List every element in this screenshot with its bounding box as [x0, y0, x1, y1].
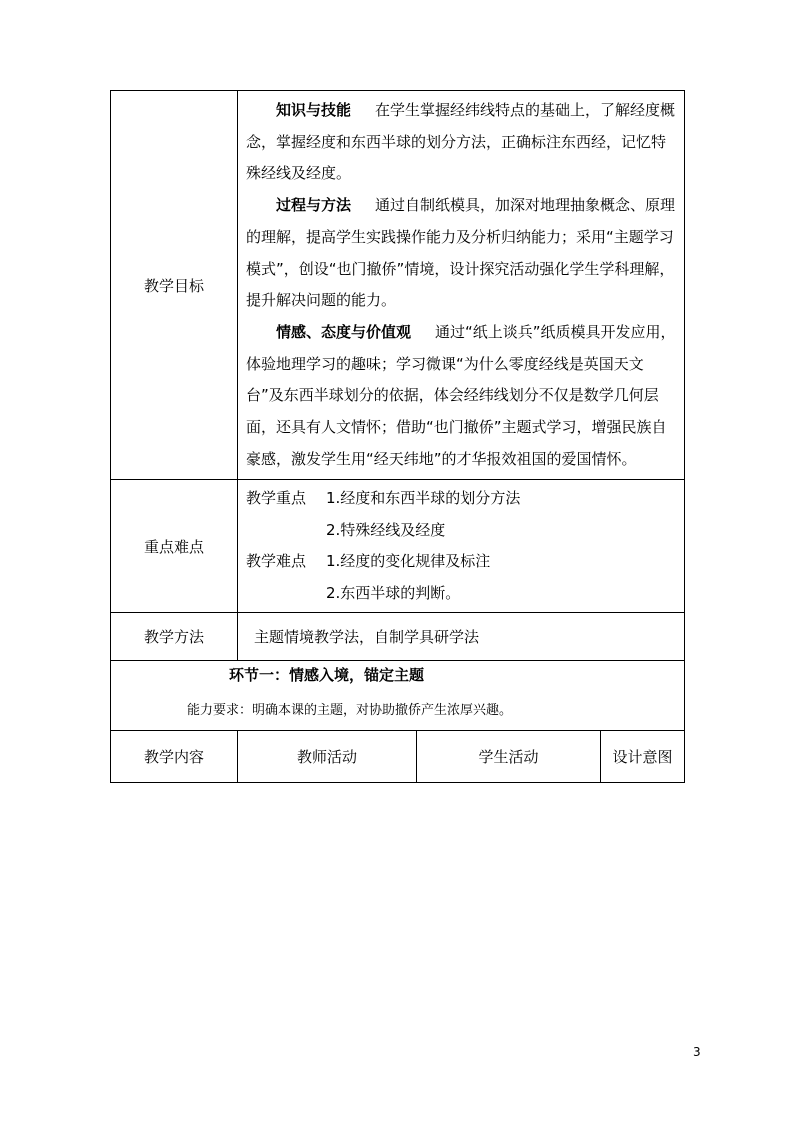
stage-requirement: 能力要求：明确本课的主题，对协助撤侨产生浓厚兴趣。: [187, 703, 513, 719]
goal-knowledge-title: 知识与技能: [276, 101, 352, 119]
method-label: 教学方法: [111, 613, 238, 661]
focus-item-2: 2.特殊经线及经度: [326, 520, 446, 539]
goal-knowledge-text: 在学生掌握经纬线特点的基础上，了解经度概念，掌握经度和东西半球的划分方法，正确标注东西经，记忆特殊经线及经度。: [246, 101, 676, 183]
goal-emotion-text: 通过“纸上谈兵”纸质模具开发应用，体验地理学习的趣味；学习微课“为什么零度经线是英国天文台”及东西半球划分的依据，体会经纬线划分不仅是数学几何层面，还具有人文情怀；借助“也门撤侨”主题式学习，增强民族自豪感，激发学生用“经天纬地”的才华报效祖国的爱国情怀。: [246, 322, 676, 468]
goals-label: 教学目标: [111, 91, 238, 480]
column-header-intent: 设计意图: [601, 731, 685, 783]
focus-item-1: 1.经度和东西半球的划分方法: [326, 489, 521, 508]
focus-label: 教学重点: [246, 489, 307, 508]
goal-emotion-title: 情感、态度与价值观: [276, 322, 412, 341]
difficulty-item-1: 1.经度的变化规律及标注: [326, 552, 491, 571]
difficulty-label: 教学难点: [246, 552, 307, 571]
page-number: 3: [693, 1045, 701, 1059]
method-row: [111, 613, 685, 661]
key-points-row: [111, 480, 685, 613]
lesson-plan-table: [110, 90, 685, 783]
column-header-teacher: 教师活动: [238, 731, 417, 783]
goals-row: [111, 91, 685, 480]
goal-process-title: 过程与方法: [276, 196, 352, 215]
key-points-label: 重点难点: [111, 480, 238, 613]
goal-emotion: [246, 317, 678, 476]
goals-content: [238, 91, 685, 480]
goal-process: [246, 190, 678, 317]
difficulty-item-2: 2.东西半球的判断。: [326, 583, 461, 602]
column-header-row: [111, 731, 685, 783]
stage-row: [111, 661, 685, 731]
goal-knowledge: [246, 95, 678, 190]
goal-process-text: 通过自制纸模具，加深对地理抽象概念、原理的理解，提高学生实践操作能力及分析归纳能力；采用“主题学习模式”，创设“也门撤侨”情境，设计探究活动强化学生学科理解，提升解决问题的能力。: [246, 196, 676, 310]
stage-title: 环节一：情感入境，锚定主题: [229, 666, 425, 685]
stage-content: [111, 661, 685, 731]
column-header-content: 教学内容: [111, 731, 238, 783]
column-header-student: 学生活动: [417, 731, 601, 783]
method-text: 主题情境教学法，自制学具研学法: [238, 613, 685, 661]
key-points-content: [238, 480, 685, 613]
